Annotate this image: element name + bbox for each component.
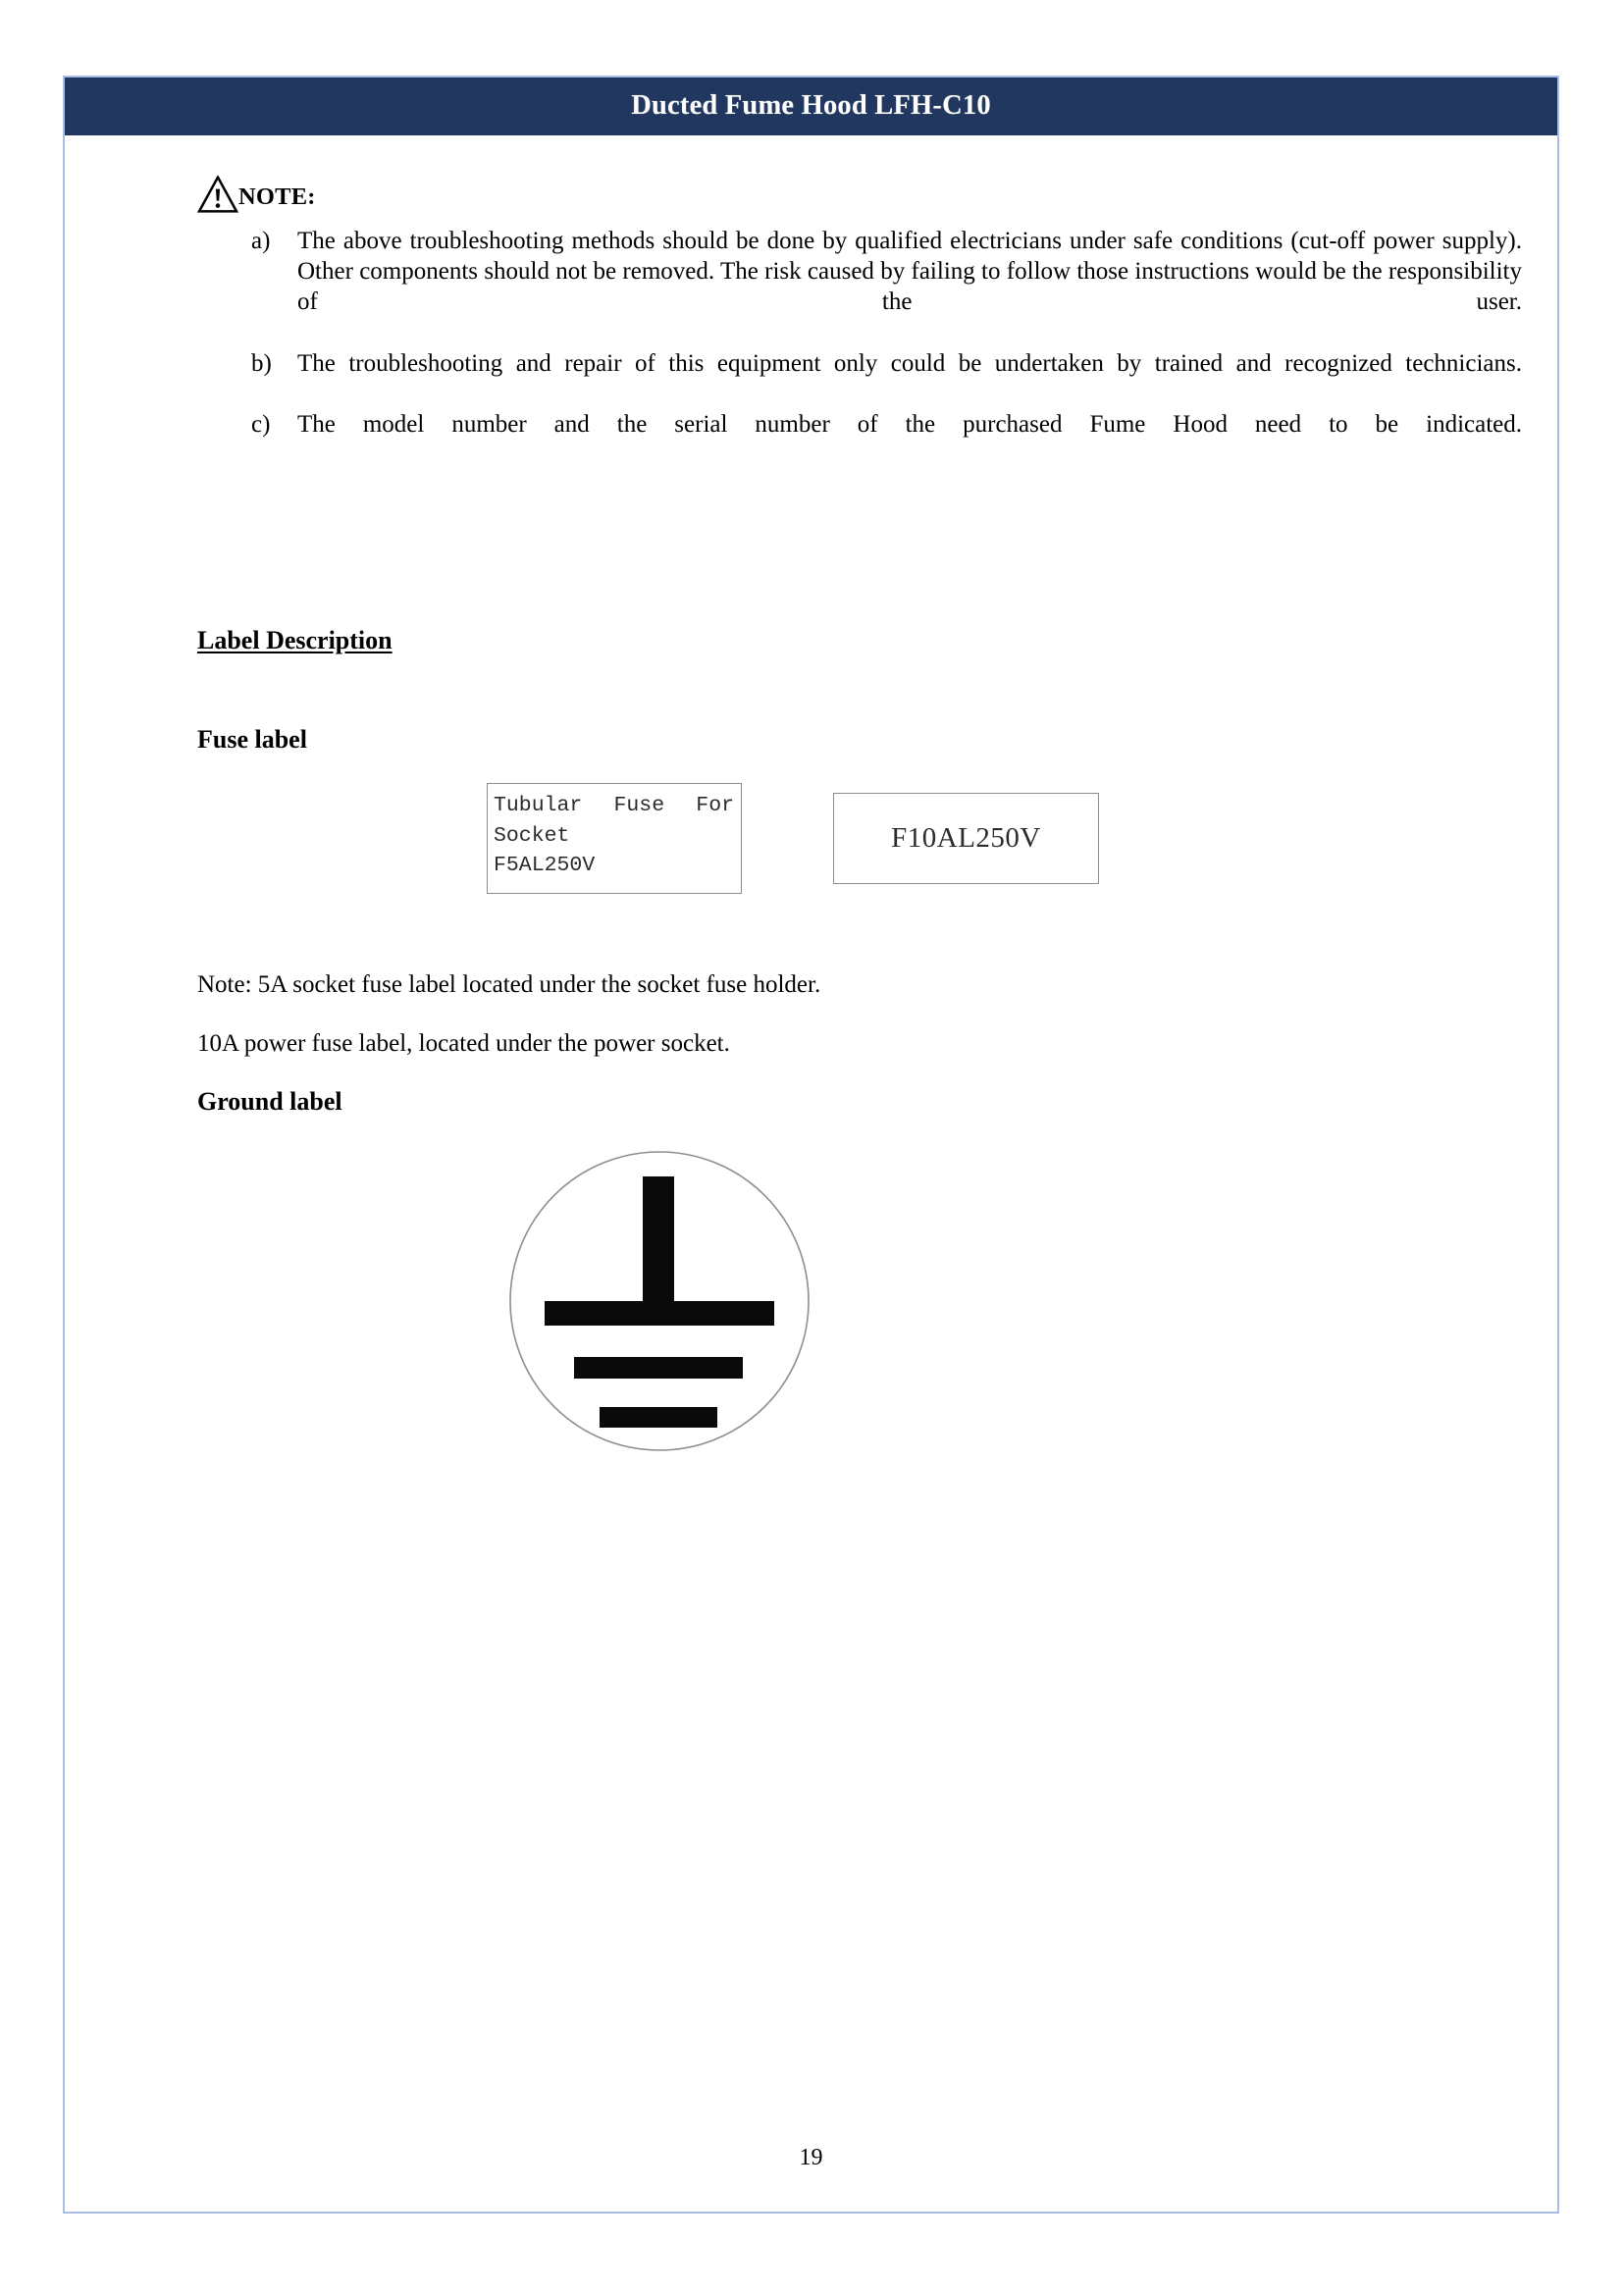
page-frame [63,76,1559,2214]
ground-label-image [197,1144,1434,1556]
fuse-label-socket-box [487,783,742,894]
fuse-label-line-2: Socket [494,823,570,848]
socket-fuse-note: Note: 5A socket fuse label located under the socket fuse holder. [197,971,821,998]
note-heading [197,172,316,211]
list-item [251,348,1522,409]
fuse-label-power-text: F10AL250V [891,822,1041,854]
list-item-marker: b) [251,349,272,377]
fuse-label-line-3: F5AL250V [494,854,596,878]
document-title: Ducted Fume Hood LFH-C10 [631,90,991,122]
list-item [251,226,1522,348]
protective-earth-ground-icon [502,1144,816,1458]
note-label: NOTE: [238,183,316,210]
fuse-label-images [197,781,1434,899]
label-description-heading: Label Description [197,626,393,654]
note-list [197,226,1522,470]
list-item-marker: a) [251,228,271,254]
list-item [251,409,1522,470]
fuse-label-line-1: Tubular Fuse For [494,794,734,817]
ground-label-heading: Ground label [197,1087,342,1116]
list-item-marker: c) [251,410,271,438]
warning-triangle-icon [197,176,238,213]
list-item-text: The model number and the serial number of the purchased Fume Hood need to be indicated. [297,410,1522,438]
fuse-label-heading: Fuse label [197,725,307,754]
document-header [65,78,1557,135]
fuse-label-power-box [833,793,1099,884]
page-number: 19 [799,2145,823,2170]
list-item-text: The troubleshooting and repair of this equipment only could be undertaken by trained and recognized technicians. [297,349,1522,377]
power-fuse-note: 10A power fuse label, located under the power socket. [197,1030,730,1057]
page-content [65,135,1557,2212]
list-item-text: The above troubleshooting methods should be done by qualified electricians under safe conditions (cut-off power supply). Other components should not be removed. The risk caused by failing to follow those instructions would be the responsibility of the user. [297,228,1522,316]
